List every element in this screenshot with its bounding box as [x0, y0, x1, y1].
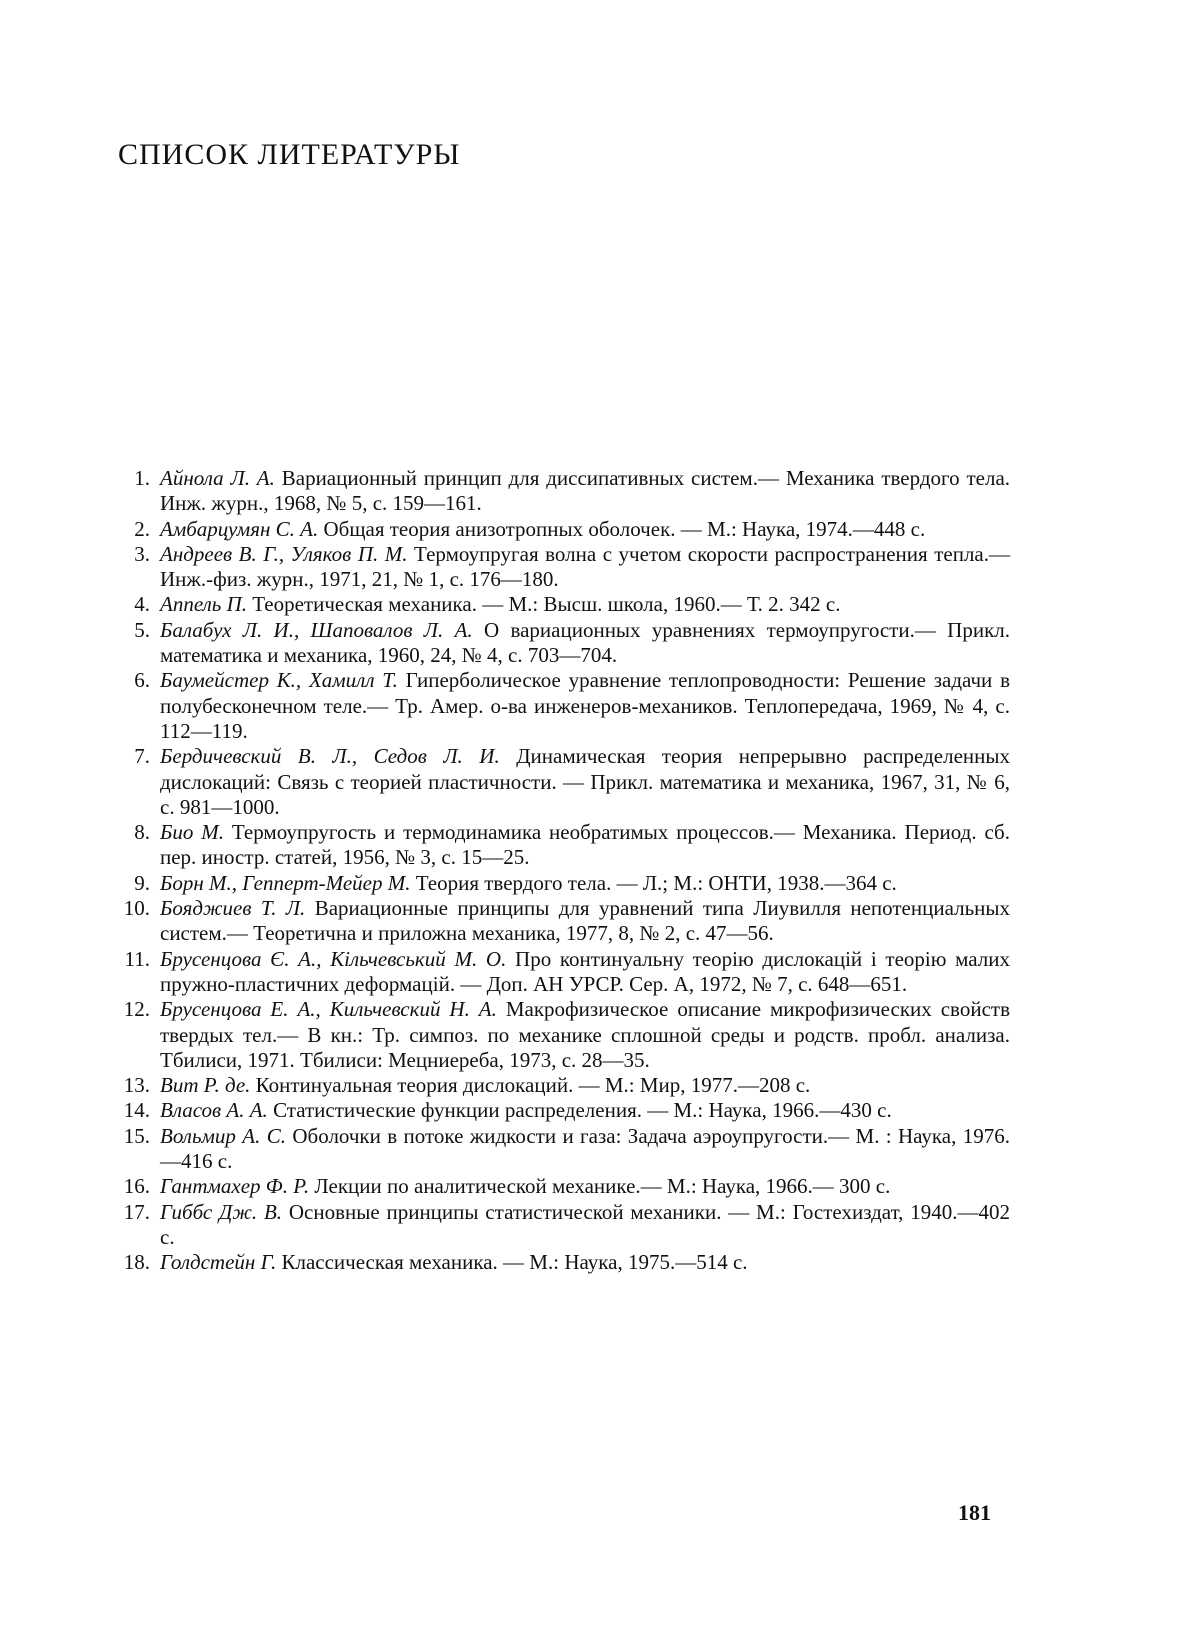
reference-item [110, 1174, 1010, 1199]
reference-text: Классическая механика. — М.: Наука, 1975.—514 с. [276, 1250, 748, 1275]
reference-number: 4. [134, 592, 150, 617]
reference-item [110, 1124, 1010, 1175]
reference-text: Динамическая теория непрерывно распределенных дислокаций: Связь с теорией пластичности. — Прикл. математика и механика, 1967, 31, № 6, с. 981—1000. [160, 744, 1010, 819]
reference-number: 6. [134, 668, 150, 693]
reference-text: Статистические функции распределения. — М.: Наука, 1966.—430 с. [267, 1098, 892, 1123]
reference-text: Общая теория анизотропных оболочек. — М.: Наука, 1974.—448 с. [318, 516, 926, 541]
reference-author: Био М. [160, 820, 225, 845]
reference-item [110, 1073, 1010, 1098]
reference-author: Гантмахер Ф. Р. [160, 1174, 310, 1199]
reference-number: 15. [123, 1123, 150, 1148]
reference-item [110, 1250, 1010, 1275]
reference-text: Вариационные принципы для уравнений типа Лиувилля непотенциальных систем.— Теоретична и приложна механика, 1977, 8, № 2, с. 47—56. [160, 896, 1010, 946]
reference-item [110, 517, 1010, 542]
reference-author: Брусенцова Є. А., Кільчевський М. О. [160, 946, 507, 971]
reference-author: Борн М., Гепперт-Мейер М. [160, 870, 411, 895]
reference-author: Голдстейн Г. [160, 1250, 277, 1275]
reference-number: 13. [123, 1073, 150, 1098]
reference-number: 9. [134, 870, 150, 895]
reference-item [110, 1200, 1010, 1251]
reference-number: 3. [134, 541, 150, 566]
reference-author: Амбарцумян С. А. [160, 516, 319, 541]
reference-item [110, 896, 1010, 947]
reference-author: Баумейстер К., Хамилл Т. [160, 668, 398, 693]
reference-author: Бояджиев Т. Л. [160, 896, 306, 921]
reference-text: Теоретическая механика. — М.: Высш. школа, 1960.— Т. 2. 342 с. [247, 592, 841, 617]
reference-item [110, 466, 1010, 517]
reference-item [110, 820, 1010, 871]
reference-author: Аппель П. [160, 592, 248, 617]
reference-author: Айнола Л. А. [160, 466, 275, 490]
reference-number: 8. [134, 820, 150, 845]
reference-item [110, 997, 1010, 1073]
reference-number: 12. [123, 997, 150, 1022]
reference-number: 7. [134, 744, 150, 769]
reference-author: Брусенцова Е. А., Кильчевский Н. А. [160, 997, 497, 1022]
reference-text: Основные принципы статистической механики. — М.: Гостехиздат, 1940.—402 с. [160, 1199, 1010, 1249]
reference-text: Оболочки в потоке жидкости и газа: Задача аэроупругости.— М. : Наука, 1976.—416 с. [160, 1123, 1010, 1174]
reference-author: Балабух Л. И., Шаповалов Л. А. [160, 617, 473, 642]
reference-author: Гиббс Дж. В. [160, 1199, 283, 1224]
reference-number: 1. [134, 466, 150, 490]
reference-number: 14. [123, 1098, 150, 1123]
reference-text: О вариационных уравнениях термоупругости.— Прикл. математика и механика, 1960, 24, № 4, с. 703—704. [160, 617, 1011, 668]
reference-text: Про континуальну теорію дислокацій і теорію малих пружно-пластичних деформацій. — Доп. АН УРСР. Сер. А, 1972, № 7, с. 648—651. [160, 946, 1010, 996]
reference-number: 16. [123, 1174, 150, 1199]
reference-text: Теория твердого тела. — Л.; М.: ОНТИ, 1938.—364 с. [410, 870, 897, 895]
reference-text: Континуальная теория дислокаций. — М.: Мир, 1977.—208 с. [250, 1073, 811, 1098]
reference-item [110, 871, 1010, 896]
reference-item [110, 947, 1010, 998]
reference-item [110, 744, 1010, 820]
reference-text: Термоупругость и термодинамика необратимых процессов.— Механика. Период. сб. пер. иностр. статей, 1956, № 3, с. 15—25. [160, 820, 1010, 870]
reference-item [110, 542, 1010, 593]
reference-number: 10. [123, 896, 150, 921]
reference-text: Гиперболическое уравнение теплопроводности: Решение задачи в полубесконечном теле.— Тр. Амер. о-ва инженеров-механиков. Теплопередача, 1969, № 4, с. 112—119. [160, 668, 1010, 743]
reference-number: 2. [134, 516, 150, 541]
reference-author: Власов А. А. [160, 1098, 268, 1123]
reference-text: Вариационный принцип для диссипативных систем.— Механика твердого тела. Инж. журн., 1968, № 5, с. 159—161. [160, 466, 1011, 516]
reference-list [110, 466, 1010, 1276]
reference-author: Вольмир А. С. [160, 1123, 286, 1148]
reference-number: 18. [123, 1250, 150, 1275]
reference-author: Вит Р. де. [160, 1073, 251, 1098]
reference-item [110, 592, 1010, 617]
reference-author: Бердичевский В. Л., Седов Л. И. [160, 744, 500, 769]
reference-text: Макрофизическое описание микрофизических свойств твердых тел.— В кн.: Тр. симпоз. по механике сплошной среды и родств. пробл. анализа. Тбилиси, 1971. Тбилиси: Мецниереба, 1973, с. 28—35. [160, 997, 1010, 1072]
page-title: СПИСОК ЛИТЕРАТУРЫ [118, 138, 461, 171]
reference-number: 17. [123, 1199, 150, 1224]
reference-item [110, 618, 1010, 669]
reference-text: Лекции по аналитической механике.— М.: Наука, 1966.— 300 с. [309, 1174, 891, 1199]
reference-number: 11. [124, 946, 150, 971]
reference-number: 5. [134, 617, 150, 642]
reference-item [110, 1098, 1010, 1123]
reference-text: Термоупругая волна с учетом скорости распространения тепла.— Инж.-физ. журн., 1971, 21, № 1, с. 176—180. [160, 541, 1010, 592]
reference-author: Андреев В. Г., Уляков П. М. [160, 541, 408, 566]
reference-item [110, 668, 1010, 744]
page-number: 181 [958, 1500, 991, 1525]
